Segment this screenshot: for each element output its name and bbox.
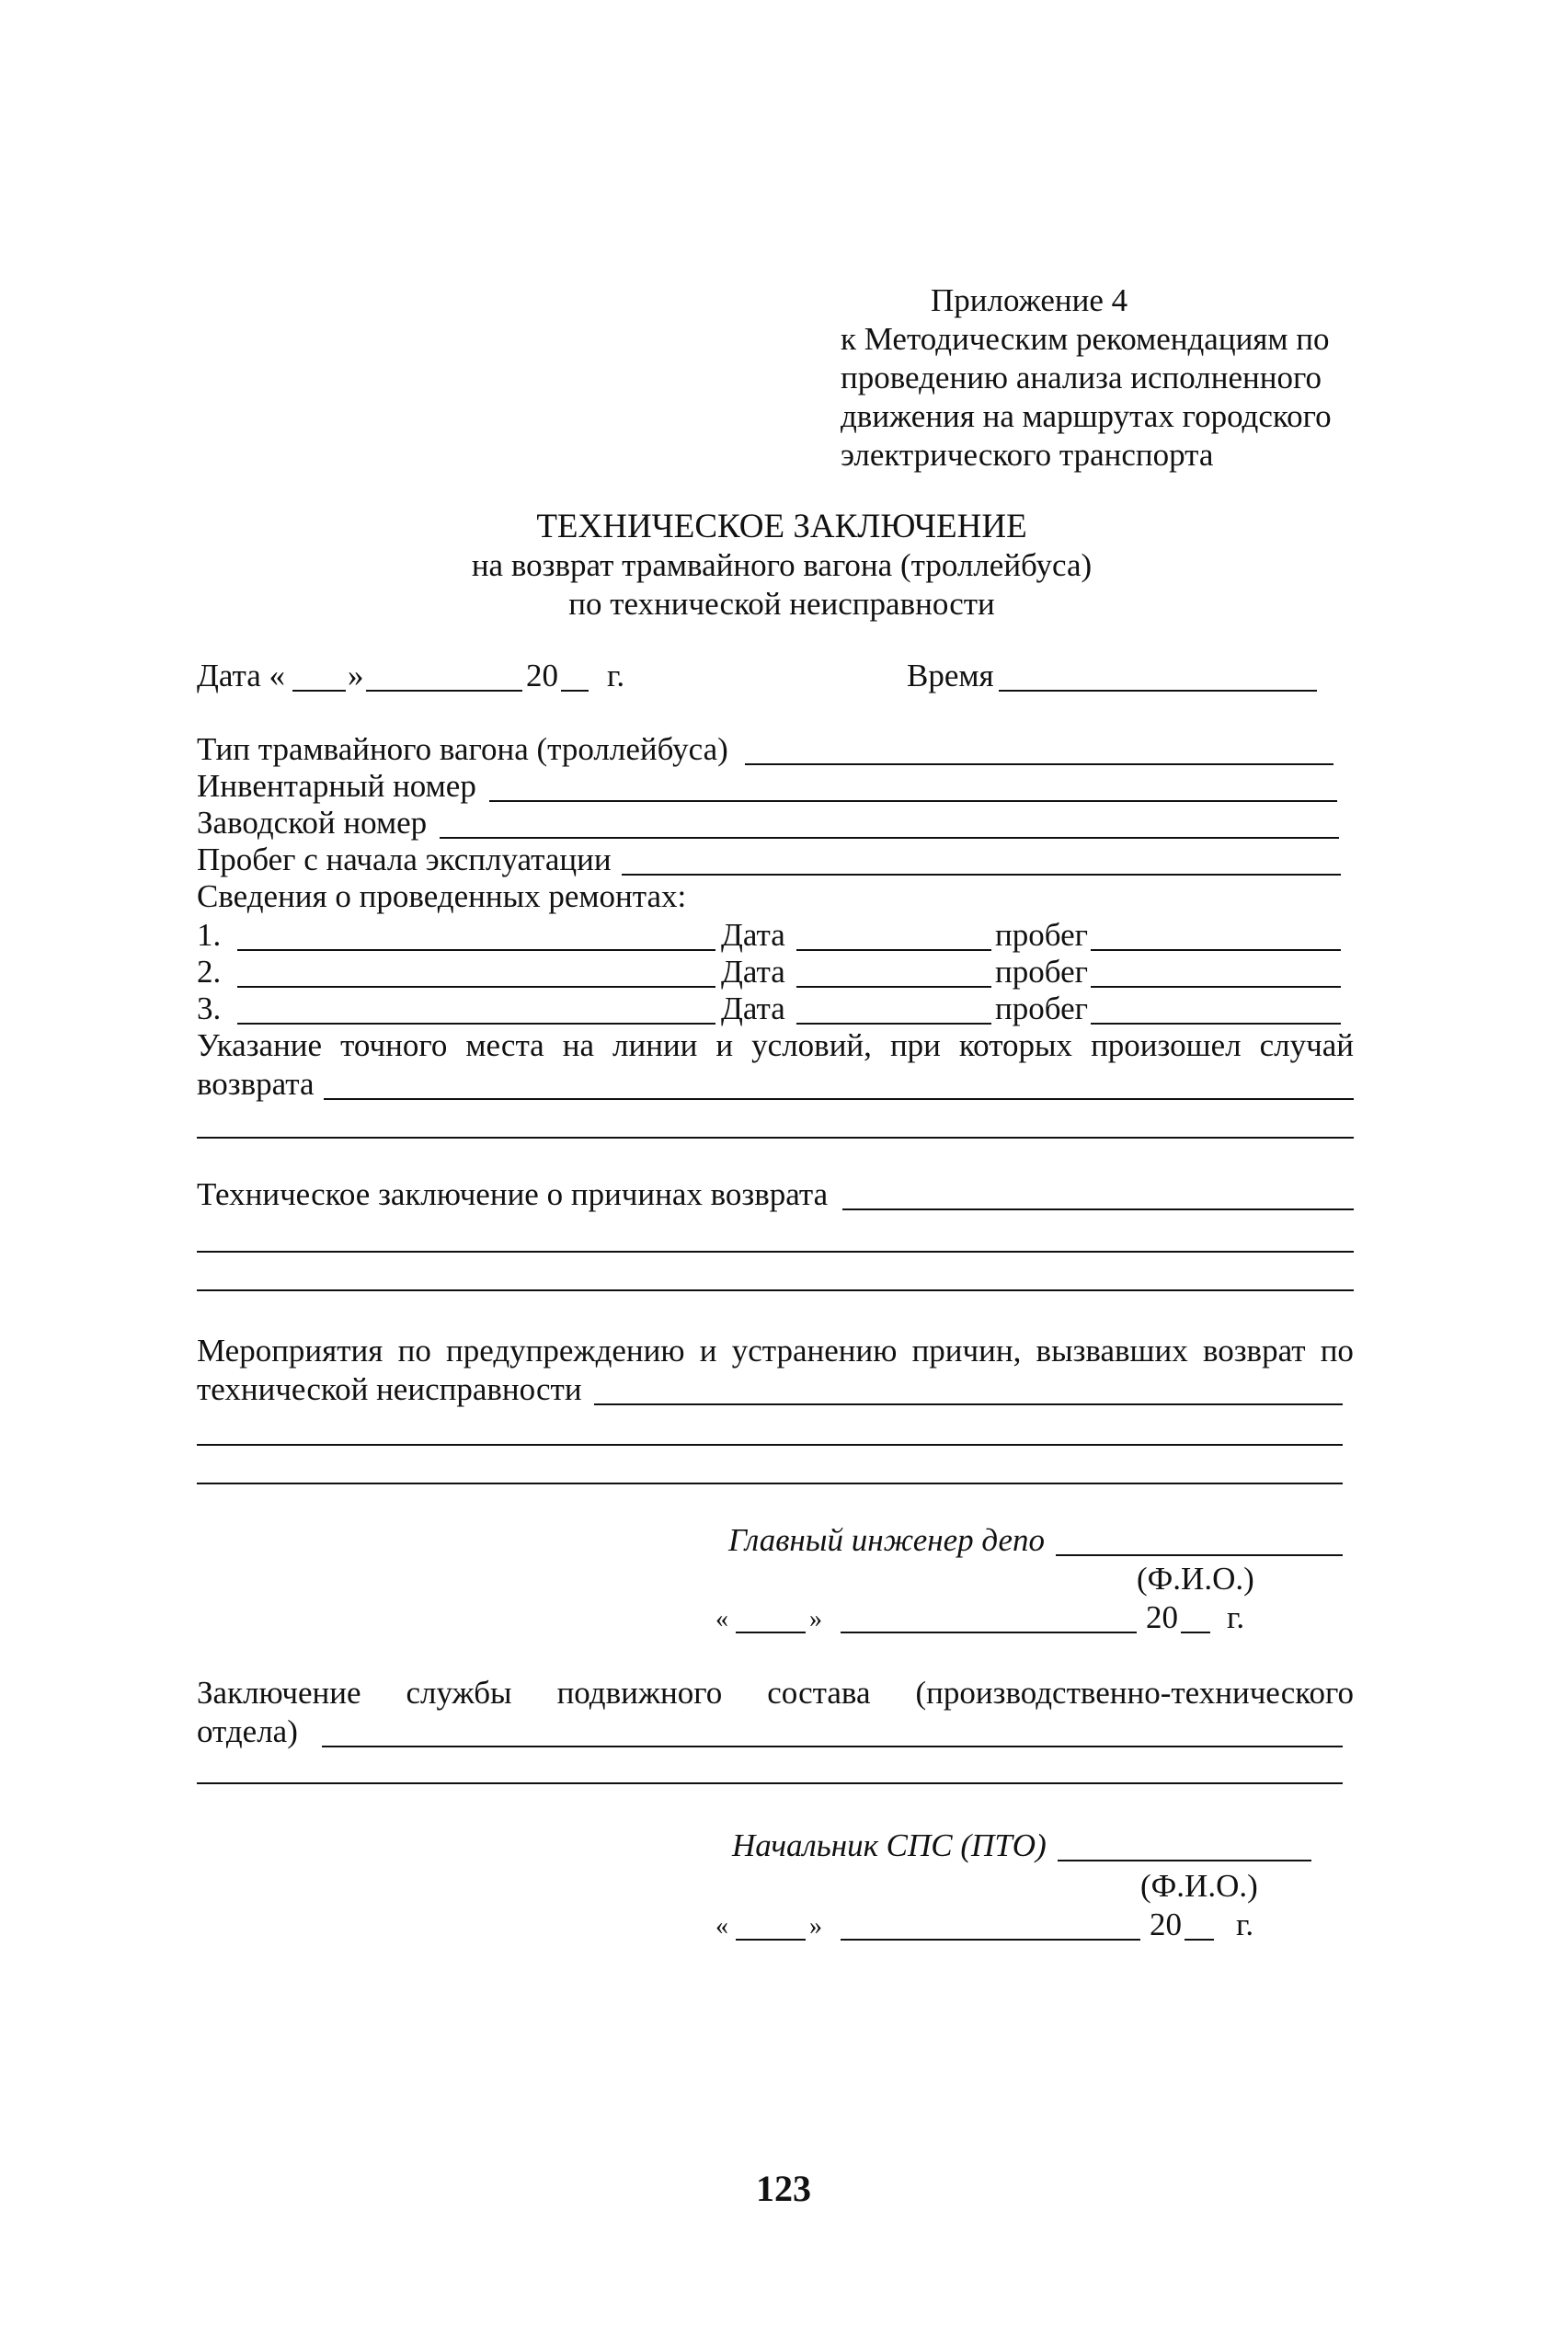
inventory-number-label: Инвентарный номер bbox=[197, 768, 476, 804]
location-paragraph-line-1 bbox=[197, 1026, 1354, 1065]
date-year-field[interactable] bbox=[561, 690, 589, 692]
service-paragraph-line-1 bbox=[197, 1674, 1354, 1712]
date-close-quote: » bbox=[348, 658, 364, 693]
repair-2-field[interactable] bbox=[237, 986, 715, 988]
location-word: произошел bbox=[1091, 1027, 1242, 1063]
sign1-month-field[interactable] bbox=[841, 1632, 1137, 1633]
factory-number-field[interactable] bbox=[440, 837, 1339, 839]
appendix-line-4: электрического транспорта bbox=[841, 437, 1214, 473]
measures-field-3[interactable] bbox=[197, 1483, 1343, 1484]
repair-2-mileage-label: пробег bbox=[995, 954, 1088, 990]
conclusion-field-1[interactable] bbox=[842, 1208, 1354, 1210]
inventory-number-field[interactable] bbox=[489, 800, 1337, 802]
measures-word: по bbox=[1320, 1333, 1354, 1369]
sign2-quote-open: « bbox=[715, 1912, 728, 1941]
measures-field-2[interactable] bbox=[197, 1444, 1343, 1446]
repair-3-mileage-field[interactable] bbox=[1091, 1023, 1341, 1025]
sign1-year-suffix: г. bbox=[1227, 1599, 1245, 1635]
conclusion-field-3[interactable] bbox=[197, 1289, 1354, 1291]
vehicle-type-field[interactable] bbox=[745, 763, 1333, 765]
sign1-quote-close: » bbox=[809, 1605, 822, 1633]
service-word: подвижного bbox=[556, 1675, 723, 1711]
location-word: места bbox=[465, 1027, 544, 1063]
repair-1-date-field[interactable] bbox=[796, 949, 991, 951]
service-word: службы bbox=[406, 1675, 512, 1711]
service-paragraph-line-2: отдела) bbox=[197, 1713, 298, 1749]
measures-paragraph-line-1 bbox=[197, 1332, 1354, 1370]
chief-engineer-signature-field[interactable] bbox=[1056, 1554, 1343, 1556]
location-word: на bbox=[562, 1027, 594, 1063]
sps-head-signature-field[interactable] bbox=[1058, 1860, 1311, 1861]
sign1-year-prefix: 20 bbox=[1146, 1599, 1178, 1635]
service-word: состава bbox=[767, 1675, 871, 1711]
conclusion-field-2[interactable] bbox=[197, 1251, 1354, 1253]
location-word: и bbox=[715, 1027, 734, 1063]
repair-2-date-label: Дата bbox=[721, 954, 785, 990]
repair-3-date-label: Дата bbox=[721, 991, 785, 1026]
sign2-month-field[interactable] bbox=[841, 1939, 1140, 1941]
repairs-label: Сведения о проведенных ремонтах: bbox=[197, 878, 687, 914]
repair-2-number: 2. bbox=[197, 954, 222, 990]
repair-3-field[interactable] bbox=[237, 1023, 715, 1025]
location-word: линии bbox=[612, 1027, 698, 1063]
measures-word: предупреждению bbox=[446, 1333, 685, 1369]
measures-field-1[interactable] bbox=[594, 1403, 1343, 1405]
sign2-day-field[interactable] bbox=[736, 1939, 806, 1941]
appendix-line-1: к Методическим рекомендациям по bbox=[841, 321, 1330, 357]
mileage-label: Пробег с начала эксплуатации bbox=[197, 842, 612, 877]
appendix-title: Приложение 4 bbox=[931, 282, 1128, 318]
repair-1-mileage-field[interactable] bbox=[1091, 949, 1341, 951]
location-word: точного bbox=[340, 1027, 448, 1063]
repair-2-mileage-field[interactable] bbox=[1091, 986, 1341, 988]
date-month-field[interactable] bbox=[366, 690, 522, 692]
measures-word: Мероприятия bbox=[197, 1333, 383, 1369]
document-subtitle-2: по технической неисправности bbox=[568, 586, 995, 622]
date-day-field[interactable] bbox=[292, 690, 346, 692]
measures-word: возврат bbox=[1202, 1333, 1306, 1369]
measures-word: по bbox=[397, 1333, 431, 1369]
location-word: случай bbox=[1259, 1027, 1354, 1063]
page-number: 123 bbox=[756, 2168, 811, 2209]
factory-number-label: Заводской номер bbox=[197, 805, 428, 841]
sign2-quote-close: » bbox=[809, 1912, 822, 1941]
repair-1-date-label: Дата bbox=[721, 917, 785, 953]
repair-3-date-field[interactable] bbox=[796, 1023, 991, 1025]
location-word: которых bbox=[958, 1027, 1073, 1063]
date-year-prefix: 20 bbox=[526, 658, 558, 693]
measures-word: устранению bbox=[731, 1333, 898, 1369]
vehicle-type-label: Тип трамвайного вагона (троллейбуса) bbox=[197, 731, 728, 767]
sign1-day-field[interactable] bbox=[736, 1632, 806, 1633]
sps-head-label: Начальник СПС (ПТО) bbox=[732, 1827, 1047, 1863]
sign2-year-suffix: г. bbox=[1236, 1907, 1254, 1942]
sign2-year-field[interactable] bbox=[1185, 1939, 1214, 1941]
repair-1-mileage-label: пробег bbox=[995, 917, 1088, 953]
location-word: при bbox=[889, 1027, 941, 1063]
date-label: Дата « bbox=[197, 658, 286, 693]
time-label: Время bbox=[907, 658, 994, 693]
repair-2-date-field[interactable] bbox=[796, 986, 991, 988]
sps-head-fio-caption: (Ф.И.О.) bbox=[1140, 1868, 1258, 1904]
repair-3-number: 3. bbox=[197, 991, 222, 1026]
appendix-line-3: движения на маршрутах городского bbox=[841, 398, 1332, 434]
time-field[interactable] bbox=[999, 690, 1317, 692]
location-word: Указание bbox=[197, 1027, 323, 1063]
mileage-field[interactable] bbox=[622, 874, 1341, 876]
sign2-year-prefix: 20 bbox=[1150, 1907, 1182, 1942]
service-field-1[interactable] bbox=[322, 1746, 1343, 1747]
document-title: ТЕХНИЧЕСКОЕ ЗАКЛЮЧЕНИЕ bbox=[536, 508, 1027, 545]
repair-1-number: 1. bbox=[197, 917, 222, 953]
measures-word: причин, bbox=[911, 1333, 1022, 1369]
chief-engineer-label: Главный инженер депо bbox=[728, 1522, 1046, 1558]
conclusion-label: Техническое заключение о причинах возврата bbox=[197, 1176, 829, 1212]
measures-paragraph-line-2: технической неисправности bbox=[197, 1371, 582, 1407]
chief-engineer-fio-caption: (Ф.И.О.) bbox=[1137, 1561, 1254, 1597]
location-field-2[interactable] bbox=[197, 1137, 1354, 1139]
repair-1-field[interactable] bbox=[237, 949, 715, 951]
location-word: условий, bbox=[751, 1027, 872, 1063]
measures-word: и bbox=[699, 1333, 717, 1369]
service-word: (производственно-технического bbox=[915, 1675, 1354, 1711]
sign1-quote-open: « bbox=[715, 1605, 728, 1633]
service-field-2[interactable] bbox=[197, 1782, 1343, 1784]
repair-3-mileage-label: пробег bbox=[995, 991, 1088, 1026]
location-field-1[interactable] bbox=[324, 1098, 1354, 1100]
service-word: Заключение bbox=[197, 1675, 361, 1711]
sign1-year-field[interactable] bbox=[1181, 1632, 1210, 1633]
location-paragraph-line-2: возврата bbox=[197, 1066, 315, 1102]
appendix-line-2: проведению анализа исполненного bbox=[841, 360, 1322, 395]
measures-word: вызвавших bbox=[1036, 1333, 1188, 1369]
date-year-suffix: г. bbox=[607, 658, 625, 693]
document-subtitle-1: на возврат трамвайного вагона (троллейбуса) bbox=[471, 547, 1093, 583]
